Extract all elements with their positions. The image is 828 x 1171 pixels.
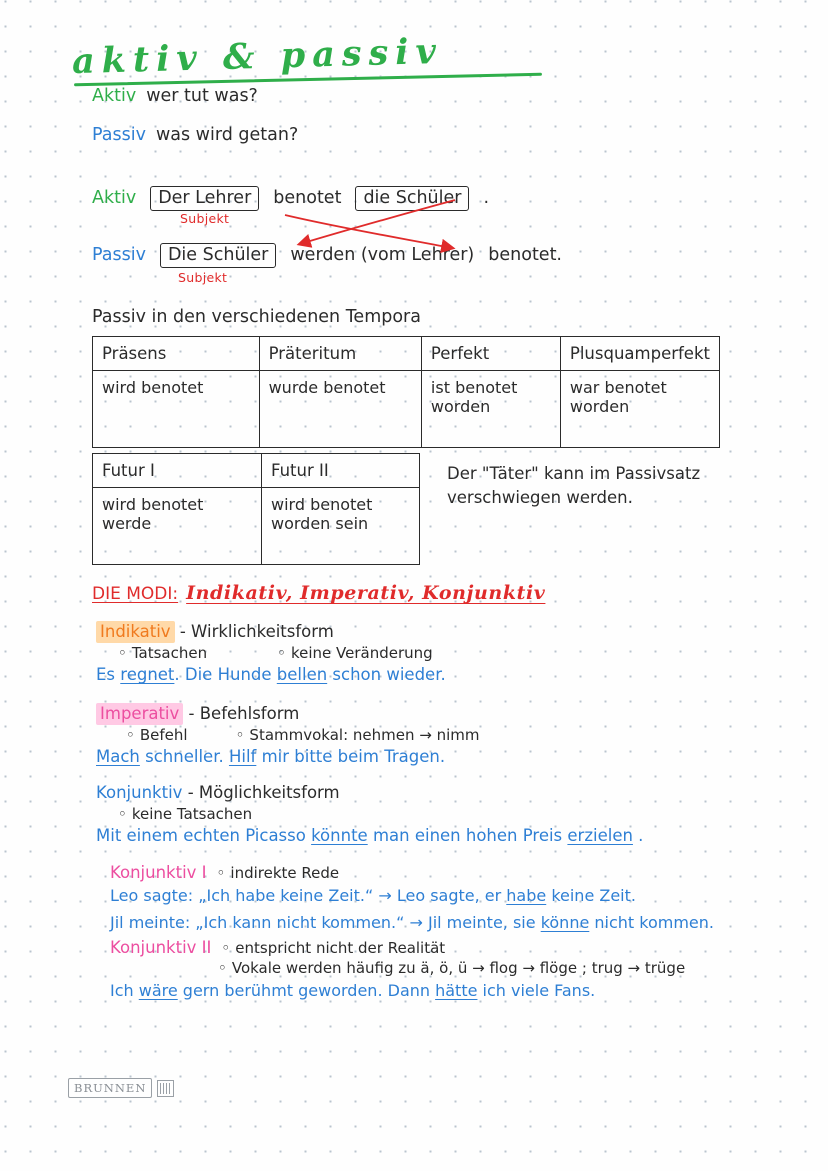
example-aktiv-label: Aktiv xyxy=(92,188,137,208)
tempora-table-2 xyxy=(92,453,420,565)
block-konjunktiv-1 xyxy=(110,863,820,936)
table1-h2: Präteritum xyxy=(259,337,421,371)
table1-h1: Präsens xyxy=(93,337,260,371)
taeter-note: Der "Täter" kann im Passivsatz verschwiegen werden. xyxy=(447,464,701,507)
block-indikativ xyxy=(96,622,736,684)
table1-h4: Plusquamperfekt xyxy=(560,337,719,371)
table1-h3: Perfekt xyxy=(421,337,560,371)
example-aktiv-row xyxy=(92,186,489,211)
intro-passiv-text: was wird getan? xyxy=(155,125,299,145)
konjunktiv1-head xyxy=(110,863,820,882)
konjunktiv2-line: Ich wäre gern berühmt geworden. Dann hätte ich viele Fans. xyxy=(110,981,596,1000)
indikativ-dash: - Wirklichkeitsform xyxy=(179,622,334,641)
konjunktiv-example: Mit einem echten Picasso könnte man einen hohen Preis erzielen . xyxy=(96,826,644,845)
brunnen-mark-icon xyxy=(157,1080,174,1097)
imperativ-example: Mach schneller. Hilf mir bitte beim Tragen. xyxy=(96,747,446,766)
imperativ-bullets xyxy=(126,726,736,744)
konjunktiv-name: Konjunktiv xyxy=(96,783,183,802)
example-aktiv-subject-tag: Subjekt xyxy=(180,211,230,226)
table-header-row xyxy=(93,337,720,371)
indikativ-bullet-1: ◦ Tatsachen xyxy=(118,644,207,662)
table2-h2: Futur II xyxy=(262,454,420,488)
tempora-heading: Passiv in den verschiedenen Tempora xyxy=(92,307,421,327)
intro-passiv-row xyxy=(92,125,298,145)
konjunktiv2-sub-1: ◦ entspricht nicht der Realität xyxy=(221,939,445,957)
example-passiv-row xyxy=(92,243,562,268)
modi-heading-list: Indikativ, Imperativ, Konjunktiv xyxy=(186,582,546,604)
table-row xyxy=(93,371,720,448)
table1-c2: wurde benotet xyxy=(259,371,421,448)
modi-heading-label: DIE MODI: xyxy=(92,584,179,604)
table2-c2: wird benotet worden sein xyxy=(262,488,420,565)
indikativ-head xyxy=(96,622,736,641)
block-imperativ xyxy=(96,704,736,766)
example-aktiv-object: die Schüler xyxy=(355,186,469,211)
table-header-row xyxy=(93,454,420,488)
konjunktiv-dash: - Möglichkeitsform xyxy=(187,783,340,802)
example-passiv-label: Passiv xyxy=(92,245,146,265)
konjunktiv-bullet-1: ◦ keine Tatsachen xyxy=(118,805,252,823)
table1-c1: wird benotet xyxy=(93,371,260,448)
table1-c4: war benotet worden xyxy=(560,371,719,448)
indikativ-bullet-2: ◦ keine Veränderung xyxy=(277,644,433,662)
example-aktiv-verb: benotet xyxy=(273,188,342,208)
block-konjunktiv xyxy=(96,783,786,845)
table1-c3: ist benotet worden xyxy=(421,371,560,448)
indikativ-name: Indikativ xyxy=(96,621,175,643)
konjunktiv1-line-2: Jil meinte: „Ich kann nicht kommen.“ → Jil meinte, sie könne nicht kommen. xyxy=(110,912,714,932)
imperativ-bullet-1: ◦ Befehl xyxy=(126,726,188,744)
brunnen-wordmark: BRUNNEN xyxy=(68,1078,152,1098)
intro-aktiv-text: wer tut was? xyxy=(146,86,258,106)
konjunktiv1-line-1: Leo sagte: „Ich habe keine Zeit.“ → Leo sagte, er habe keine Zeit. xyxy=(110,886,636,905)
example-passiv-subject-tag: Subjekt xyxy=(178,270,228,285)
konjunktiv1-sub: ◦ indirekte Rede xyxy=(217,864,340,882)
intro-passiv-label: Passiv xyxy=(92,125,146,145)
example-passiv-rest-a: werden (vom Lehrer) xyxy=(290,245,475,265)
example-aktiv-subject: Der Lehrer xyxy=(150,186,259,211)
table2-h1: Futur I xyxy=(93,454,262,488)
konjunktiv-head xyxy=(96,783,786,802)
imperativ-dash: - Befehlsform xyxy=(188,704,300,723)
example-passiv-rest-b: benotet. xyxy=(488,245,562,265)
table-row xyxy=(93,488,420,565)
indikativ-example: Es regnet. Die Hunde bellen schon wieder. xyxy=(96,665,446,684)
intro-aktiv-row xyxy=(92,86,258,106)
konjunktiv-bullets xyxy=(118,805,786,823)
page-title: aktiv & passiv xyxy=(71,30,444,83)
indikativ-bullets xyxy=(118,644,736,662)
example-passiv-subject: Die Schüler xyxy=(160,243,276,268)
example-aktiv-punct: . xyxy=(483,188,490,208)
konjunktiv2-head xyxy=(110,938,820,957)
tempora-table-1 xyxy=(92,336,720,448)
konjunktiv2-title: Konjunktiv II xyxy=(110,938,212,957)
brunnen-logo xyxy=(68,1078,174,1098)
block-konjunktiv-2 xyxy=(110,938,820,1004)
konjunktiv2-sub-2: ◦ Vokale werden häufig zu ä, ö, ü → flog → flöge ; trug → trüge xyxy=(218,959,820,977)
intro-aktiv-label: Aktiv xyxy=(92,86,137,106)
konjunktiv1-title: Konjunktiv I xyxy=(110,863,207,882)
imperativ-name: Imperativ xyxy=(96,703,183,725)
modi-heading xyxy=(92,582,545,604)
imperativ-head xyxy=(96,704,736,723)
imperativ-bullet-2: ◦ Stammvokal: nehmen → nimm xyxy=(236,726,480,744)
table2-c1: wird benotet werde xyxy=(93,488,262,565)
